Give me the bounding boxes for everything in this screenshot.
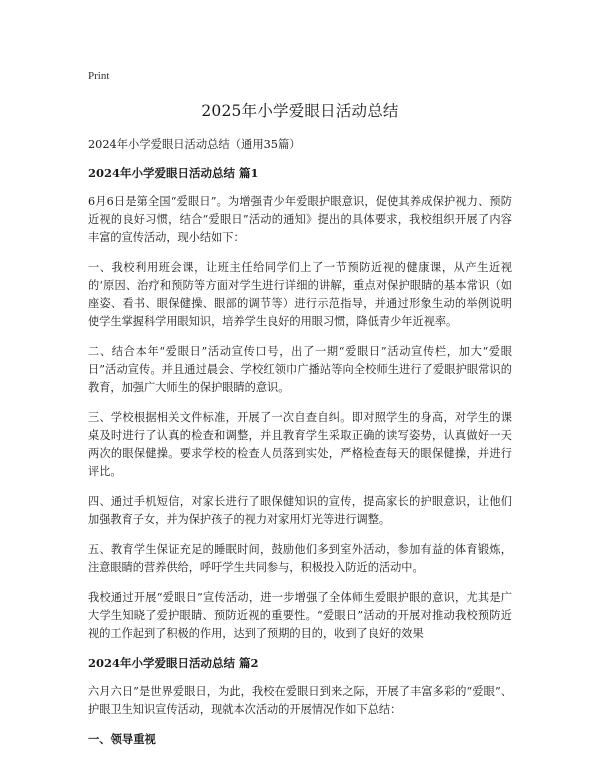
section-1-paragraph-7: 我校通过开展“爱眼日”宣传活动，进一步增强了全体师生爱眼护眼的意识，尤其是广大学生知晓了爱护眼睛、预防近视的重要性。“爱眼日”活动的开展对推动我校预防近视的工作起到了积极的作用，达到了预期的目的，收到了良好的效果 [88,591,512,640]
section-1-paragraph-1: 6月6日是第全国“爱眼日”。为增强青少年爱眼护眼意识，促使其养成保护视力、预防近视的良好习惯，结合“爱眼日”活动的通知》提出的具体要求，我校组织开展了内容丰富的宣传活动，现小结如下： [88,195,512,244]
section-1-paragraph-5: 四、通过手机短信，对家长进行了眼保健知识的宣传，提高家长的护眼意识，让他们加强教育子女，并为保护孩子的视力对家用灯光等进行调整。 [88,495,512,526]
section-2-paragraph-1: 六月六日”是世界爱眼日，为此，我校在爱眼日到来之际，开展了丰富多彩的“爱眼”、护眼卫生知识宣传活动，现就本次活动的开展情况作如下总结： [88,685,512,716]
section-1-paragraph-4: 三、学校根据相关文件标准，开展了一次自查自纠。即对照学生的身高，对学生的课桌及时进行了认真的检查和调整，并且教育学生采取正确的读写姿势，认真做好一天两次的眼保健操。要求学校的检查人员落到实处，严格检查每天的眼保健操，并进行评比。 [88,411,512,478]
print-label: Print [88,70,110,82]
page-title: 2025年小学爱眼日活动总结 [201,102,399,120]
section-2-subheading: 一、领导重视 [88,732,156,746]
section-1-paragraph-6: 五、教育学生保证充足的睡眠时间，鼓励他们多到室外活动，参加有益的体育锻炼，注意眼睛的营养供给，呼吁学生共同参与，积极投入防近的活动中。 [88,543,512,574]
section-1-paragraph-3: 二、结合本年“爱眼日”活动宣传口号，出了一期“爱眼日”活动宣传栏，加大“爱眼日”活动宣传。并且通过晨会、学校红领巾广播站等向全校师生进行了爱眼护眼常识的教育，加强广大师生的保护眼睛的意识。 [88,345,512,394]
section-1-title: 2024年小学爱眼日活动总结 篇1 [88,166,259,180]
section-2-title: 2024年小学爱眼日活动总结 篇2 [88,656,259,670]
document-subtitle: 2024年小学爱眼日活动总结（通用35篇） [88,138,301,151]
section-1-paragraph-2: 一、我校利用班会课，让班主任给同学们上了一节预防近视的健康课，从产生近视的‘原因、治疗和预防等方面对学生进行详细的讲解，重点对保护眼睛的基本常识（如座姿、看书、眼保健操、眼部的调节等）进行示范指导，并通过形象生动的举例说明使学生掌握科学用眼知识，培养学生良好的用眼习惯，降低青少年近视率。 [88,261,512,328]
